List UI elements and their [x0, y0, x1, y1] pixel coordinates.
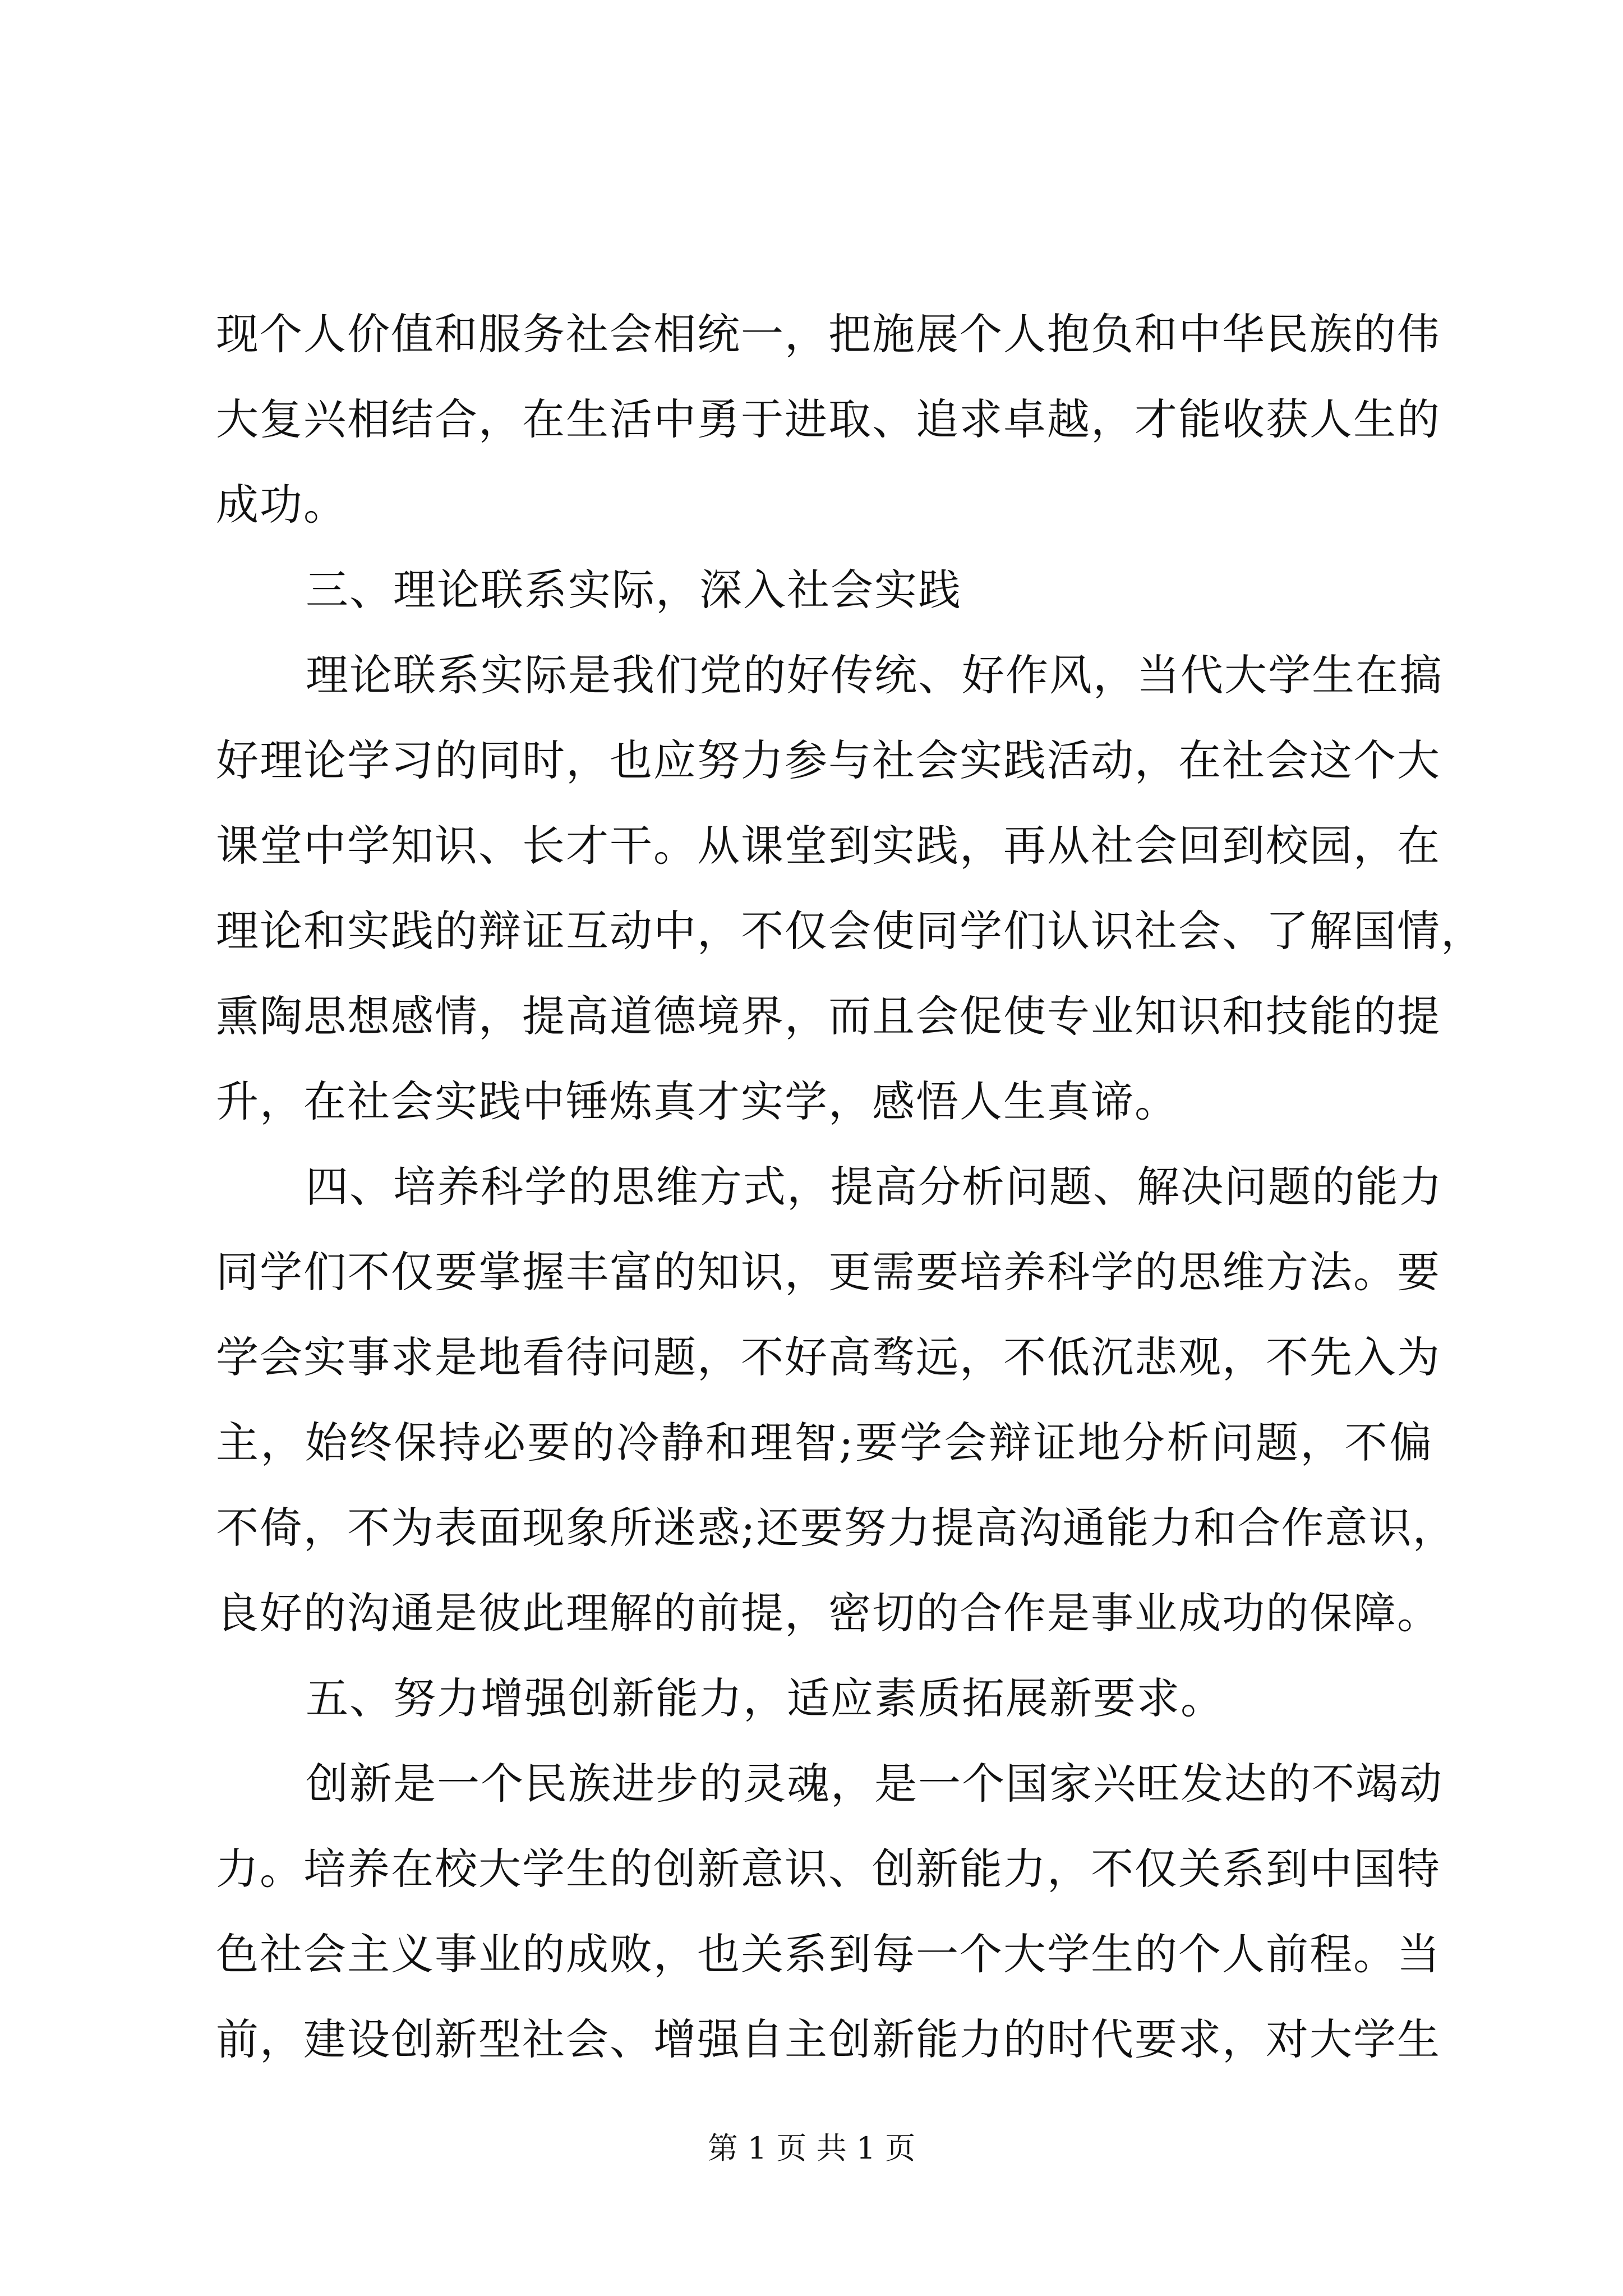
text-line: 前，建设创新型社会、增强自主创新能力的时代要求，对大学生 [216, 2014, 1441, 2064]
text-line: 色社会主义事业的成败，也关系到每一个大学生的个人前程。当 [216, 1929, 1441, 1979]
page-footer: 第 1 页 共 1 页 [707, 2131, 916, 2166]
text-line: 同学们不仅要掌握丰富的知识，更需要培养科学的思维方法。要 [216, 1247, 1441, 1297]
text-line: 现个人价值和服务社会相统一，把施展个人抱负和中华民族的伟 [216, 309, 1441, 359]
text-line: 熏陶思想感情，提高道德境界，而且会促使专业知识和技能的提 [216, 991, 1441, 1041]
text-line: 理论联系实际是我们党的好传统、好作风，当代大学生在搞 [306, 650, 1443, 700]
text-line: 力。培养在校大学生的创新意识、创新能力，不仅关系到中国特 [216, 1844, 1441, 1894]
text-line: 理论和实践的辩证互动中，不仅会使同学们认识社会、了解国情， [216, 906, 1484, 956]
text-line: 四、培养科学的思维方式，提高分析问题、解决问题的能力 [306, 1162, 1443, 1212]
text-line: 学会实事求是地看待问题，不好高骛远，不低沉悲观，不先入为 [216, 1332, 1441, 1382]
text-line: 不倚，不为表面现象所迷惑;还要努力提高沟通能力和合作意识， [216, 1503, 1456, 1553]
document-body [216, 292, 1484, 2082]
text-line: 成功。 [216, 480, 347, 530]
text-line: 三、理论联系实际，深入社会实践 [306, 565, 962, 615]
text-line: 主，始终保持必要的冷静和理智;要学会辩证地分析问题，不偏 [216, 1418, 1433, 1467]
text-line: 好理论学习的同时，也应努力参与社会实践活动，在社会这个大 [216, 735, 1441, 785]
text-line: 五、努力增强创新能力，适应素质拓展新要求。 [306, 1673, 1224, 1723]
text-line: 大复兴相结合，在生活中勇于进取、追求卓越，才能收获人生的 [216, 394, 1441, 444]
text-line: 升，在社会实践中锤炼真才实学，感悟人生真谛。 [216, 1076, 1178, 1126]
text-line: 创新是一个民族进步的灵魂，是一个国家兴旺发达的不竭动 [306, 1759, 1443, 1809]
text-line: 良好的沟通是彼此理解的前提，密切的合作是事业成功的保障。 [216, 1588, 1441, 1638]
text-line: 课堂中学知识、长才干。从课堂到实践，再从社会回到校园，在 [216, 821, 1441, 871]
